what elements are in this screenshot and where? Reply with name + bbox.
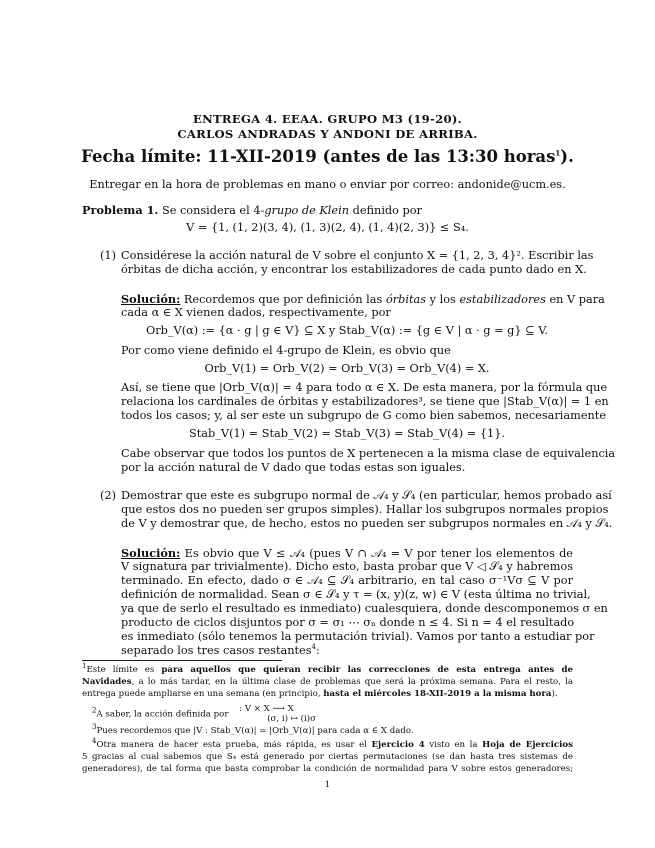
solution-1-para-line-2: relaciona los cardinales de órbitas y estabilizadores³, se tiene que |Stab_V(α)| = 1 en [121,395,609,408]
solution-1-line-3: Por como viene definido el 4-grupo de Klein, es obvio que [121,344,451,357]
sol1-l1a: Recordemos que por definición las [183,293,383,306]
footnote-4-line-1 [92,737,573,751]
orbit-equalities: Orb_V(1) = Orb_V(2) = Orb_V(3) = Orb_V(4) = X. [204,362,490,375]
deadline-text: Fecha límite: 11-XII-2019 (antes de las 13:30 horas [81,147,556,166]
action-map-row-1: : V × X ⟶ X [239,704,294,714]
sol1-orbitas: órbitas [385,293,427,306]
footnote-rule [82,660,282,661]
fn1-l2a: Navidades [82,677,132,687]
fn1-l2b: , a lo más tardar, en la última clase de problemas que será la próxima semana. Para el resto, la [131,677,573,687]
solution-2-line-2: V signatura par trivialmente). Dicho esto, basta probar que V ◁ 𝒮₄ y habremos [121,560,573,573]
footnote-4-line-2 [82,752,573,763]
part-2-number: (2) [100,489,117,502]
fn4-b: Ejercicio 4 [371,740,425,750]
fn3-text: Pues recordemos que |V : Stab_V(α)| = |Orb_V(α)| para cada α ∈ X dado. [96,726,414,736]
solution-1-line-1 [121,292,605,307]
part-1-line-2: órbitas de dicha acción, y encontrar los estabilizadores de cada punto dado en X. [121,263,587,276]
problem-intro-b: definido por [352,204,422,217]
fn1-a: Este límite es [86,665,155,675]
solution-1-remark-line-2: por la acción natural de V dado que todas estas son iguales. [121,461,466,474]
header-line-1: ENTREGA 4. EEAA. GRUPO M3 (19-20). [192,112,463,126]
solution-2-line-4: definición de normalidad. Sean σ ∈ 𝒮₄ y τ = (x, y)(z, w) ∈ V (esta última no trivial, [121,588,591,601]
problem-intro-a: Se considera el 4- [161,204,265,217]
solution-1-para-line-3: todos los casos; y, al ser este un subgrupo de G como bien sabemos, necesariamente [121,409,607,422]
solution-1-label: Solución: [121,292,181,306]
part-1-number: (1) [100,249,117,262]
solution-1-para-line-1: Así, se tiene que |Orb_V(α)| = 4 para todo α ∈ X. De esta manera, por la fórmula que [121,381,608,394]
footnote-ref-4: 4 [311,643,316,652]
footnote-4-line-3: generadores), de tal forma que basta comprobar la condición de normalidad para V sobre estos generadores; [82,764,573,774]
header-line-2: CARLOS ANDRADAS Y ANDONI DE ARRIBA. [177,127,478,141]
fn2-text: A saber, la acción definida por [96,709,229,720]
solution-1-remark-line-1: Cabe observar que todos los puntos de X pertenecen a la misma clase de equivalencia [121,447,616,460]
footnote-1-line-1 [82,662,573,676]
fn4-a: Otra manera de hacer esta prueba, más rápida, es usar el [96,740,367,750]
solution-2-line-5: ya que de serlo el resultado es inmediato) cualesquiera, donde descomponemos σ en [121,602,608,615]
action-map-row-2: (σ, i) ↦ (i)σ [267,714,316,724]
solution-2-line-6: producto de ciclos disjuntos por σ = σ₁ ⋯ σₙ donde n ≤ 4. Si n = 4 el resultado [121,616,575,629]
solution-1-line-2: cada α ∈ X vienen dados, respectivamente, por [121,306,391,319]
stabilizer-equalities: Stab_V(1) = Stab_V(2) = Stab_V(3) = Stab_V(4) = {1}. [189,427,505,440]
problem-intro-italic: grupo de Klein [264,204,349,217]
orbit-stabilizer-definitions: Orb_V(α) := {α · g | g ∈ V} ⊆ X y Stab_V(α) := {g ∈ V | α · g = g} ⊆ V. [146,324,548,337]
fn1-l3c: ). [551,689,558,699]
footnote-1-line-2 [82,677,573,688]
problem-label: Problema 1. [82,203,159,217]
solution-2-label: Solución: [121,546,181,560]
part-1-line-1: Considérese la acción natural de V sobre el conjunto X = {1, 2, 3, 4}². Escribir las [121,249,594,262]
sol1-estabilizadores: estabilizadores [459,293,546,306]
footnote-3-number: 3 [92,723,97,732]
problem-intro [82,203,422,218]
footnote-4-number: 4 [92,737,97,746]
part-2-line-1: Demostrar que este es subgrupo normal de 𝒜₄ y 𝒮₄ (en particular, hemos probado así [121,489,612,502]
submission-note: Entregar en la hora de problemas en mano o enviar por correo: andonide@ucm.es. [89,178,566,191]
klein-group-definition: V = {1, (1, 2)(3, 4), (1, 3)(2, 4), (1, 4)(2, 3)} ≤ S₄. [186,221,469,234]
footnote-2-number: 2 [92,706,97,715]
footnote-2 [92,704,316,724]
solution-2-line-3: terminado. En efecto, dado σ ∈ 𝒜₄ ⊆ 𝒮₄ arbitrario, en tal caso σ⁻¹Vσ ⊆ V por [121,574,573,587]
footnote-3 [92,723,414,737]
solution-2-line-7: es inmediato (sólo tenemos la permutación trivial). Vamos por tanto a estudiar por [121,630,595,643]
part-2-line-3: de V y demostrar que, de hecho, estos no pueden ser subgrupos normales en 𝒜₄ y 𝒮₄. [121,517,613,530]
solution-2-line-8 [121,644,320,658]
sol2-l8b: : [316,644,320,657]
fn1-b: para aquellos que quieran recibir las correcciones de esta entrega antes de [161,665,573,675]
fn1-l3a: entrega puede ampliarse en una semana (en principio, [82,689,321,699]
footnote-1-number: 1 [82,662,87,671]
sol1-l1b: y los [429,293,456,306]
solution-2-line-1 [121,546,573,561]
footnote-1-line-3 [82,689,558,700]
fn4-d: Hoja de Ejercicios [482,740,573,750]
fn4-e: 5 [82,752,88,762]
fn4-c: visto en la [429,740,478,750]
fn1-l3b: hasta el miércoles 18-XII-2019 a la misma hora [323,689,552,699]
footnote-ref-1: 1 [555,148,561,158]
action-map-formula [239,704,316,724]
part-2-line-2: que estos dos no pueden ser grupos simples). Hallar los subgrupos normales propios [121,503,609,516]
sol2-l8a: separado los tres casos restantes [121,644,312,657]
page-number: 1 [324,780,331,790]
deadline-end: ). [560,147,574,166]
deadline-title [0,147,655,166]
sol1-l1c: en V para [549,293,605,306]
fn4-l2: gracias al cual sabemos que S₄ está generado por ciertas permutaciones (se dan hasta tres sistemas de [92,752,573,762]
sol2-l1: Es obvio que V ≤ 𝒜₄ (pues V ∩ 𝒜₄ = V por tener los elementos de [184,547,573,560]
